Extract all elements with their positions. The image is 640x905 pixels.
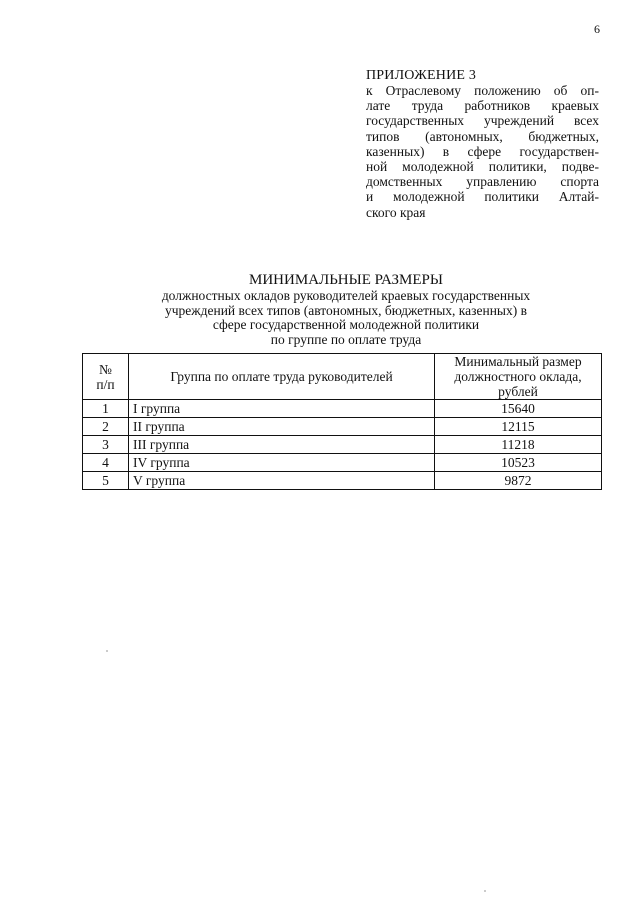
annex-block	[366, 68, 599, 220]
scan-speck	[106, 650, 108, 652]
annex-line: казенных) в сфере государствен-	[366, 143, 599, 159]
table-row	[83, 436, 602, 454]
header-number-line: №	[99, 361, 112, 377]
header-number-line: п/п	[96, 376, 115, 392]
header-group: Группа по оплате труда руководителей	[129, 354, 435, 400]
row-number: 1	[83, 400, 129, 418]
row-group: III группа	[129, 436, 435, 454]
header-salary-line: Минимальный размер	[454, 354, 582, 369]
annex-line: домственных управлению спорта	[366, 174, 599, 190]
annex-line: типов (автономных, бюджетных,	[366, 128, 599, 144]
row-group: V группа	[129, 472, 435, 490]
header-salary-line: должностного оклада,	[454, 369, 582, 384]
annex-line: лате труда работников краевых	[366, 98, 599, 114]
heading-line: учреждений всех типов (автономных, бюджетных, казенных) в	[165, 302, 527, 318]
row-group: IV группа	[129, 454, 435, 472]
header-salary-line: рублей	[498, 384, 538, 399]
page-number: 6	[594, 22, 600, 36]
table-row	[83, 454, 602, 472]
row-salary: 11218	[435, 436, 602, 454]
row-number: 4	[83, 454, 129, 472]
row-salary: 10523	[435, 454, 602, 472]
row-salary: 15640	[435, 400, 602, 418]
heading-line: должностных окладов руководителей краевых государственных	[161, 288, 531, 303]
annex-line: ной молодежной политики, подве-	[366, 159, 599, 175]
table-row	[83, 400, 602, 418]
document-heading	[90, 272, 602, 347]
row-salary: 9872	[435, 472, 602, 490]
row-number: 2	[83, 418, 129, 436]
row-salary: 12115	[435, 418, 602, 436]
annex-line: и молодежной политики Алтай-	[366, 189, 599, 205]
header-salary	[435, 354, 602, 400]
annex-line: к Отраслевому положению об оп-	[366, 83, 599, 98]
row-group: II группа	[129, 418, 435, 436]
row-number: 5	[83, 472, 129, 490]
header-number	[83, 354, 129, 400]
annex-title: ПРИЛОЖЕНИЕ 3	[366, 68, 477, 83]
row-number: 3	[83, 436, 129, 454]
table-row	[83, 472, 602, 490]
table-row	[83, 418, 602, 436]
heading-line: сфере государственной молодежной политики	[212, 317, 480, 332]
row-group: I группа	[129, 400, 435, 418]
annex-line: ского края	[366, 204, 426, 220]
table-header-row	[83, 354, 602, 400]
scan-speck	[484, 890, 486, 892]
salary-table	[82, 353, 602, 490]
annex-line: государственных учреждений всех	[366, 113, 599, 129]
heading-line: по группе по оплате труда	[270, 331, 422, 347]
heading-title: МИНИМАЛЬНЫЕ РАЗМЕРЫ	[249, 272, 443, 288]
